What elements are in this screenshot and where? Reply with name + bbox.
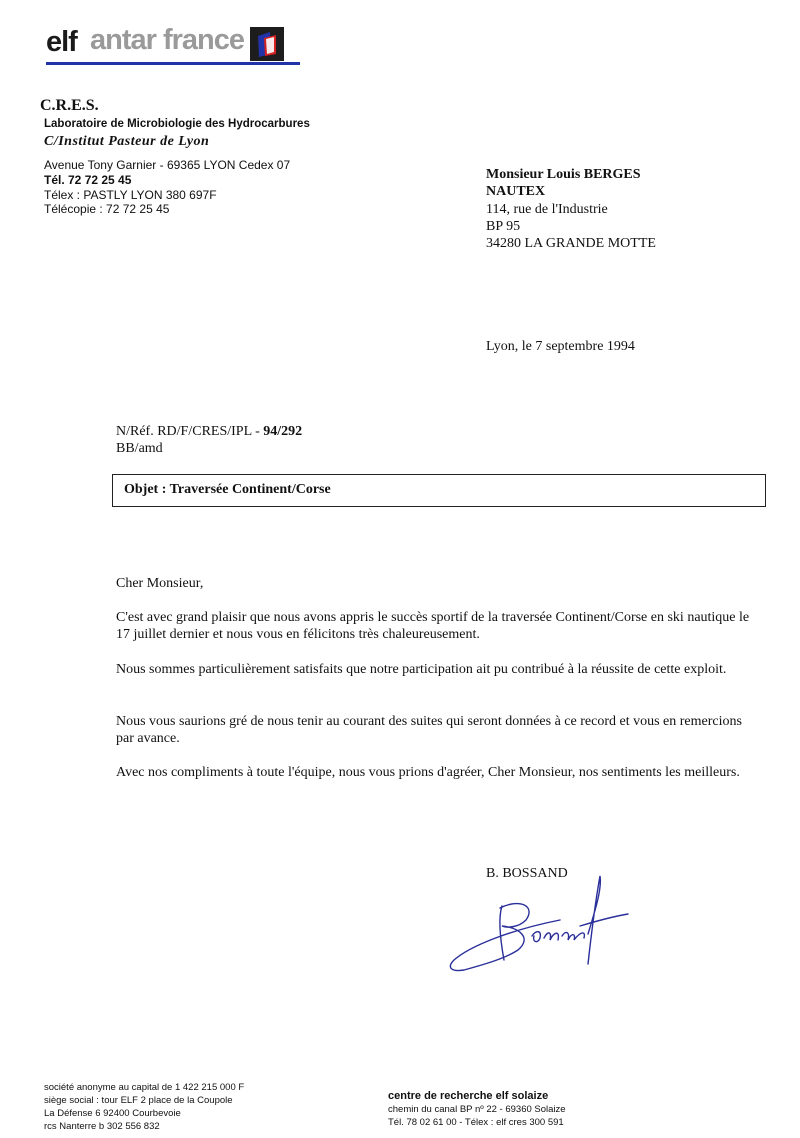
footer-legal-line: siège social : tour ELF 2 place de la Coupole — [44, 1095, 233, 1106]
logo-underline — [46, 62, 300, 65]
sender-lab: Laboratoire de Microbiologie des Hydrocarbures — [44, 118, 310, 130]
sender-tel: Tél. 72 72 25 45 — [44, 173, 132, 187]
reference-prefix: N/Réf. RD/F/CRES/IPL - — [116, 424, 264, 439]
elf-logo-mark-icon — [250, 27, 284, 61]
recipient-bp: BP 95 — [486, 219, 521, 234]
recipient-city: 34280 LA GRANDE MOTTE — [486, 236, 656, 251]
recipient-street: 114, rue de l'Industrie — [486, 202, 608, 217]
reference-number: 94/292 — [263, 424, 303, 439]
logo-elf-text: elf — [46, 26, 77, 58]
sender-address: Avenue Tony Garnier - 69365 LYON Cedex 07 — [44, 158, 291, 172]
footer-center-line: chemin du canal BP nº 22 - 69360 Solaize — [388, 1104, 566, 1115]
footer-legal-line: rcs Nanterre b 302 556 832 — [44, 1121, 160, 1132]
paragraph-3: Nous vous saurions gré de nous tenir au courant des suites qui seront données à ce record et vous en remercions par avance. — [116, 714, 742, 746]
sender-org: C.R.E.S. — [40, 97, 99, 114]
footer-center-line: Tél. 78 02 61 00 - Télex : elf cres 300 591 — [388, 1117, 564, 1128]
recipient-company: NAUTEX — [486, 184, 546, 199]
paragraph-2: Nous sommes particulièrement satisfaits que notre participation ait pu contribué à la réussite de cette exploit. — [116, 662, 727, 677]
sender-fax: Télécopie : 72 72 25 45 — [44, 202, 170, 216]
logo-antar-france-text: antar france — [90, 24, 245, 56]
footer-research-center — [388, 1090, 566, 1129]
footer-center-title: centre de recherche elf solaize — [388, 1090, 549, 1102]
sender-institute: C/Institut Pasteur de Lyon — [44, 134, 210, 149]
handwritten-signature — [440, 868, 640, 978]
footer-legal-line: La Défense 6 92400 Courbevoie — [44, 1108, 181, 1119]
footer-legal-line: société anonyme au capital de 1 422 215 000 F — [44, 1082, 245, 1093]
reference-initials: BB/amd — [116, 441, 163, 456]
paragraph-4: Avec nos compliments à toute l'équipe, nous vous prions d'agréer, Cher Monsieur, nos sentiments les meilleurs. — [116, 765, 740, 780]
greeting: Cher Monsieur, — [116, 576, 204, 591]
sender-telex: Télex : PASTLY LYON 380 697F — [44, 188, 217, 202]
footer-legal — [44, 1081, 244, 1133]
reference-line — [116, 424, 302, 440]
letter-date: Lyon, le 7 septembre 1994 — [486, 339, 635, 354]
recipient-name: Monsieur Louis BERGES — [486, 167, 641, 182]
signer-name: B. BOSSAND — [486, 866, 568, 881]
paragraph-1: C'est avec grand plaisir que nous avons appris le succès sportif de la traversée Continent/Corse en ski nautique le 17 juillet dernier et nous vous en félicitons très chaleureusement. — [116, 610, 750, 642]
subject-line: Objet : Traversée Continent/Corse — [124, 482, 331, 497]
